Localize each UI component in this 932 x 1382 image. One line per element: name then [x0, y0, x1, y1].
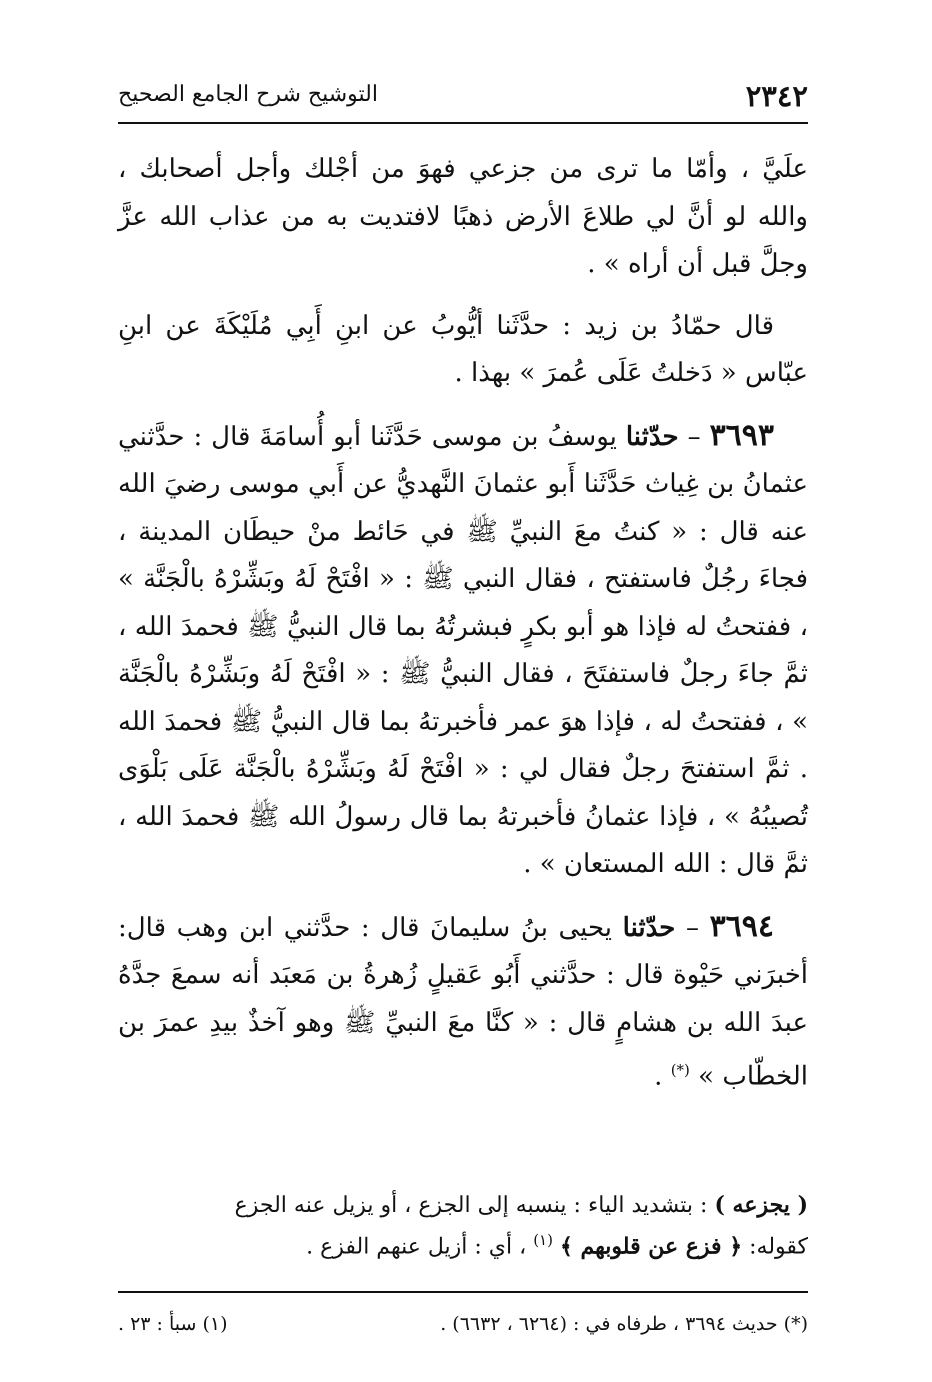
- main-text: [118, 146, 808, 1101]
- hadith-text: يحيى بنُ سليمانَ قال : حدَّثني ابن وهب قال: أخبرَني حَيْوة قال : حدَّثني أَبُو عَقيلٍ زُهرةُ بن مَعبَد أنه سمعَ جدَّهُ عبدَ الله بن هشامٍ قال : « كنَّا معَ النبيِّ ﷺ وهو آخذٌ بيدِ عمرَ بن الخطّاب »: [118, 912, 808, 1092]
- hadith-number: ٣٦٩٣: [709, 417, 775, 453]
- commentary-text: ، أي : أزيل عنهم الفزع .: [306, 1234, 534, 1260]
- haddathana-keyword: حدّثنا: [625, 421, 679, 452]
- quran-footnote-ref: (١): [533, 1231, 553, 1249]
- commentary-text: : بتشديد الياء : ينسبه إلى الجزع ، أو يزيل عنه الجزع: [234, 1193, 715, 1218]
- quran-quote: ﴿ فزع عن قلوبهم ﴾: [559, 1233, 743, 1260]
- paragraph-hammad: قال حمّادُ بن زيد : حدَّثَنا أيُّوبُ عن ابنِ أَبِي مُلَيْكَةَ عن ابنِ عبّاس « دَخلتُ عَلَى عُمرَ » بهذا .: [118, 310, 808, 388]
- footnote-star: (*) حديث ٣٦٩٤ ، طرفاه في : (٦٢٦٤ ، ٦٦٣٢) .: [440, 1313, 808, 1335]
- footnotes: [118, 1310, 808, 1338]
- paragraph-continuation: علَيَّ ، وأمّا ما ترى من جزعي فهوَ من أجْلك وأجل أصحابك ، والله لو أنَّ لي طلاعَ الأرض ذهبًا لافتديت به من عذاب الله عزَّ وجلَّ قبل أن أراه » .: [118, 154, 808, 279]
- hadith-3693: [118, 412, 808, 889]
- hadith-end: .: [654, 1061, 671, 1092]
- page-number: ٢٣٤٢: [745, 79, 808, 113]
- commentary-term: ( يجزعه ): [714, 1192, 808, 1218]
- page-header: [118, 60, 808, 122]
- footnote-rule: [118, 1291, 808, 1293]
- hadith-number: ٣٦٩٤: [709, 908, 775, 944]
- haddathana-keyword: حدّثنا: [622, 912, 676, 943]
- running-title: التوشيح شرح الجامع الصحيح: [118, 82, 378, 107]
- book-page: [118, 60, 808, 1360]
- dash: –: [678, 421, 701, 452]
- footnote-marker: (*): [670, 1061, 690, 1079]
- header-rule: [118, 122, 808, 124]
- commentary: [118, 1188, 808, 1264]
- hadith-3694: [118, 903, 808, 1102]
- commentary-text: كقوله:: [742, 1234, 808, 1260]
- dash: –: [675, 912, 699, 943]
- footnote-1: (١) سبأ : ٢٣ .: [118, 1313, 228, 1335]
- commentary-line: [118, 1223, 808, 1264]
- hadith-text: يوسفُ بن موسى حَدَّثَنا أبو أُسامَةَ قال : حدَّثني عثمانُ بن غِياث حَدَّثَنا أَبو عثمانَ النَّهديُّ عن أَبي موسى رضيَ الله عنه قال : « كنتُ معَ النبيِّ ﷺ في حَائط منْ حيطَان المدينة ، فجاءَ رجُلٌ فاستفتح ، فقال النبي ﷺ : « افْتَحْ لَهُ وبَشِّرْهُ بالْجَنَّة » ، ففتحتُ له فإذا هو أبو بكرٍ فبشرتُهُ بما قال النبيُّ ﷺ فحمدَ الله ، ثمَّ جاءَ رجلٌ فاستفتَحَ ، فقال النبيُّ ﷺ : « افْتَحْ لَهُ وبَشِّرْهُ بالْجَنَّة » ، ففتحتُ له ، فإذا هوَ عمر فأخبرتهُ بما قال النبيُّ ﷺ فحمدَ الله . ثمَّ استفتحَ رجلٌ فقال لي : « افْتَحْ لَهُ وبَشِّرْهُ بالْجَنَّة عَلَى بَلْوَى تُصيبُهُ » ، فإذا عثمانُ فأخبرتهُ بما قال رسولُ الله ﷺ فحمدَ الله ، ثمَّ قال : الله المستعان » .: [118, 421, 808, 879]
- commentary-line: [118, 1188, 808, 1223]
